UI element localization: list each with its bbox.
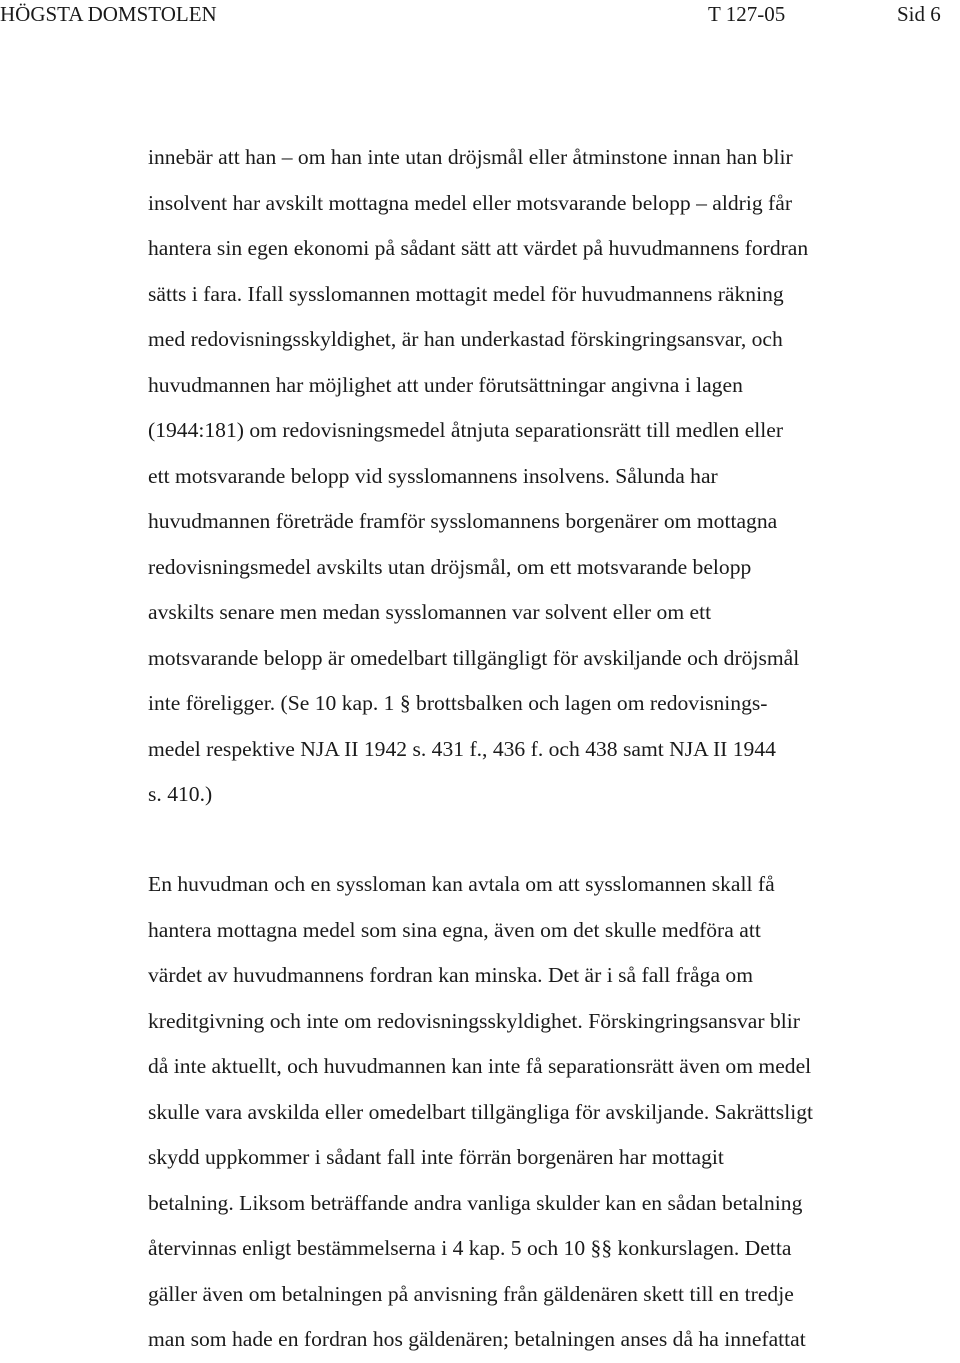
text-line: insolvent har avskilt mottagna medel eller motsvarande belopp – aldrig får (148, 190, 793, 215)
text-line: s. 410.) (148, 782, 213, 806)
text-line: ett motsvarande belopp vid sysslomannens insolvens. Sålunda har (148, 463, 718, 488)
text-line: redovisningsmedel avskilts utan dröjsmål, om ett motsvarande belopp (148, 554, 752, 579)
text-line: medel respektive NJA II 1942 s. 431 f., 436 f. och 438 samt NJA II 1944 (148, 736, 776, 761)
text-line: skydd uppkommer i sådant fall inte förrän borgenären har mottagit (148, 1145, 724, 1169)
text-line: då inte aktuellt, och huvudmannen kan inte få separationsrätt även om medel (148, 1054, 812, 1078)
court-name: HÖGSTA DOMSTOLEN (0, 2, 217, 26)
text-line: värdet av huvudmannens fordran kan minska. Det är i så fall fråga om (148, 963, 754, 987)
text-line: huvudmannen företräde framför sysslomannens borgenärer om mottagna (148, 509, 778, 533)
text-line: skulle vara avskilda eller omedelbart tillgängliga för avskiljande. Sakrättsligt (148, 1099, 814, 1124)
text-line: innebär att han – om han inte utan dröjsmål eller åtminstone innan han blir (148, 145, 793, 169)
text-line: hantera sin egen ekonomi på sådant sätt att värdet på huvudmannens fordran (148, 236, 809, 260)
text-line: En huvudman och en syssloman kan avtala om att sysslomannen skall få (148, 872, 775, 896)
text-line: huvudmannen har möjlighet att under förutsättningar angivna i lagen (148, 372, 743, 397)
text-line: kreditgivning och inte om redovisningsskyldighet. Förskingringsansvar blir (148, 1008, 800, 1033)
page-header (0, 0, 960, 30)
text-line: motsvarande belopp är omedelbart tillgängligt för avskiljande och dröjsmål (148, 645, 800, 670)
text-line: med redovisningsskyldighet, är han underkastad förskingringsansvar, och (148, 327, 783, 351)
text-line: (1944:181) om redovisningsmedel åtnjuta separationsrätt till medlen eller (148, 418, 784, 442)
text-line: hantera mottagna medel som sina egna, även om det skulle medföra att (148, 917, 761, 942)
page-number: Sid 6 (897, 2, 941, 26)
paragraph-2 (148, 862, 960, 1363)
text-line: inte föreligger. (Se 10 kap. 1 § brottsbalken och lagen om redovisnings- (148, 691, 768, 715)
text-line: avskilts senare men medan sysslomannen var solvent eller om ett (148, 600, 712, 624)
text-line: återvinnas enligt bestämmelserna i 4 kap. 5 och 10 §§ konkurslagen. Detta (148, 1236, 792, 1260)
text-line: man som hade en fordran hos gäldenären; betalningen anses då ha innefattat (148, 1327, 806, 1351)
text-line: gäller även om betalningen på anvisning från gäldenären skett till en tredje (148, 1281, 794, 1306)
text-line: betalning. Liksom beträffande andra vanliga skulder kan en sådan betalning (148, 1190, 803, 1215)
case-number: T 127-05 (708, 2, 786, 26)
text-line: sätts i fara. Ifall sysslomannen mottagit medel för huvudmannens räkning (148, 281, 784, 306)
paragraph-1 (148, 135, 960, 818)
